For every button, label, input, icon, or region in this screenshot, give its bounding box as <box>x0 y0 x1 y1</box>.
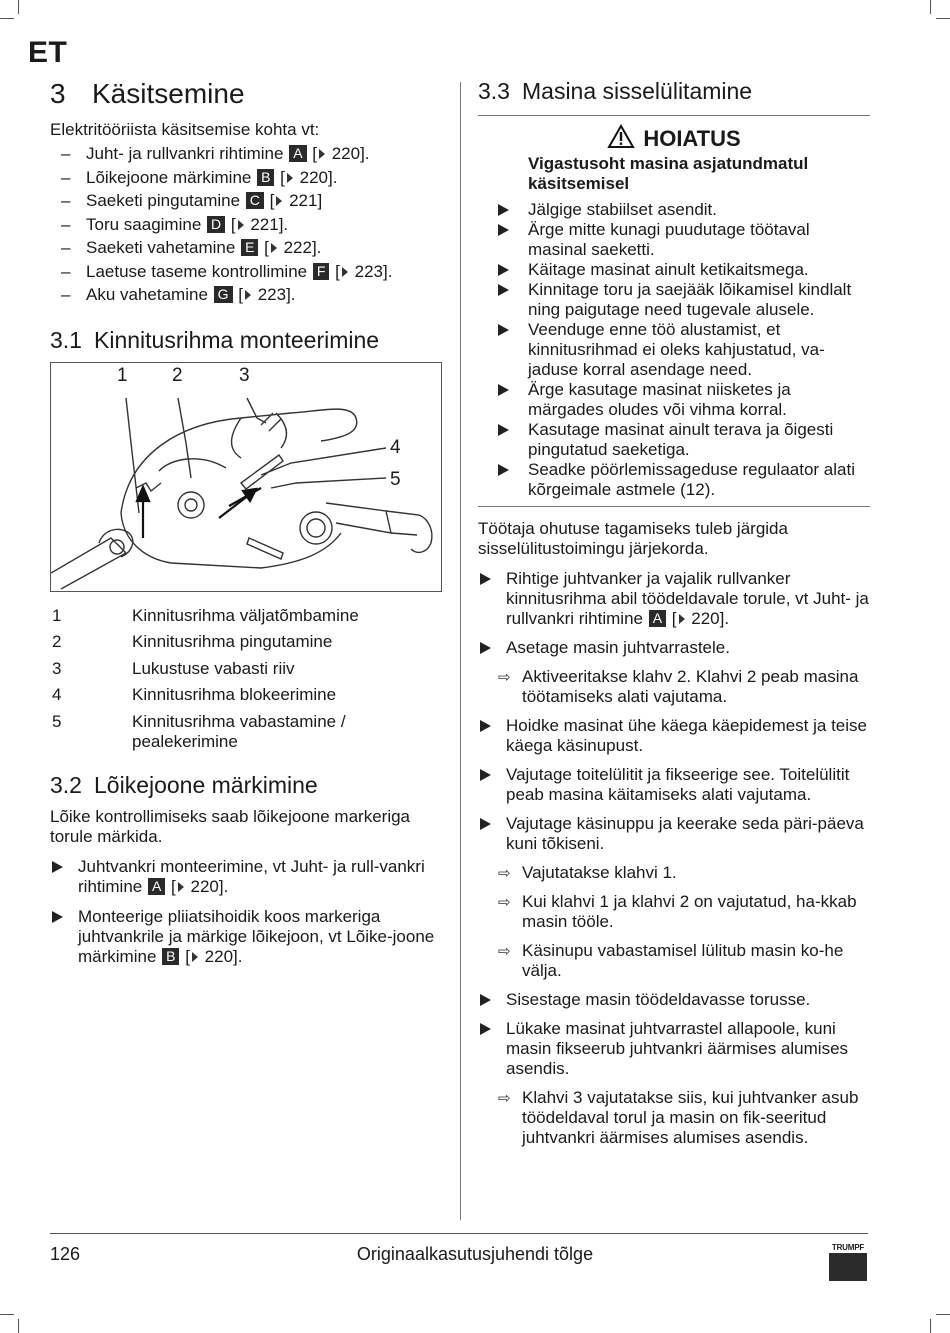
machine-illustration <box>51 363 441 591</box>
list-item: – Juht- ja rullvankri rihtimine A [ 220]. <box>61 144 370 163</box>
step-item: Hoidke masinat ühe käega käepidemest ja teise käega käsinupust. <box>478 716 870 756</box>
ref-arrow-icon <box>342 267 348 277</box>
step-item: Juhtvankri monteerimine, vt Juht- ja rull-vankri rihtimine A [ 220]. <box>50 857 442 897</box>
figure-key: A <box>649 610 666 627</box>
result-item: ⇨ Klahvi 3 vajutatakse siis, kui juhtvanker asub töödeldaval torul ja masin on fik-seeritud juhtvankri äärmises alumises asendis. <box>498 1088 859 1147</box>
step-item: Asetage masin juhtvarrastele. <box>478 638 870 658</box>
step-arrow-icon <box>498 424 509 436</box>
result-arrow-icon: ⇨ <box>498 865 511 882</box>
left-column <box>50 78 442 967</box>
step-arrow-icon <box>498 324 509 336</box>
legend-row: 2 Kinnitusrihma pingutamine <box>52 632 333 651</box>
figure-legend <box>50 606 442 752</box>
crop-mark <box>930 0 931 14</box>
figure-callout-5: 5 <box>390 468 401 490</box>
legend-row: 3 Lukustuse vabasti riiv <box>52 658 295 678</box>
warning-box <box>478 115 870 507</box>
warning-subtitle: Vigastusoht masina asjatundmatul käsitsemisel <box>528 154 809 193</box>
list-item: – Saeketi pingutamine C [ 221] <box>61 191 323 210</box>
step-item: Monteerige pliiatsihoidik koos markeriga juhtvankrile ja märkige lõikejoon, vt Lõike-joone märkimine B [ 220]. <box>50 907 442 967</box>
page-ref-link[interactable]: 220]. <box>299 167 338 187</box>
warning-item: Kinnitage toru ja saejääk lõikamisel kindlalt ning paigutage need tugevale alusele. <box>478 280 870 320</box>
page-ref-link[interactable]: 220]. <box>691 609 730 628</box>
legend-row: 5 Kinnitusrihma vabastamine / pealekerimine <box>52 711 346 751</box>
step-item: Lükake masinat juhtvarrastel allapoole, kuni masin fikseerub juhtvankri äärmises alumises asendis. <box>478 1019 870 1079</box>
brand-logo <box>829 1243 867 1281</box>
step-item: Sisestage masin töödeldavasse torusse. <box>478 990 870 1010</box>
page-ref-link[interactable]: 223]. <box>354 261 393 281</box>
result-item: ⇨ Aktiveeritakse klahv 2. Klahvi 2 peab masina töötamiseks alati vajutama. <box>498 667 859 706</box>
logo-text: TRUMPF <box>831 1243 865 1252</box>
page-ref-link[interactable]: 221]. <box>250 214 289 234</box>
figure-key: E <box>241 239 258 256</box>
list-item: – Aku vahetamine G [ 223]. <box>61 285 296 304</box>
figure-callout-1: 1 <box>117 364 128 386</box>
step-arrow-icon <box>480 642 491 654</box>
step-arrow-icon <box>52 861 63 873</box>
figure-key: A <box>148 878 165 895</box>
figure-key: B <box>162 948 179 965</box>
column-divider <box>460 82 461 1220</box>
step-item: Rihtige juhtvanker ja vajalik rullvanker kinnitusrihma abil töödeldavale torule, vt Juht- ja rullvankri rihtimine A [ 220]. <box>478 569 870 629</box>
result-arrow-icon: ⇨ <box>498 894 511 911</box>
figure-callout-2: 2 <box>172 364 183 386</box>
step-item: Vajutage käsinuppu ja keerake seda päri-päeva kuni tõkiseni. <box>478 814 870 854</box>
crop-mark <box>0 18 14 19</box>
language-code: ET <box>28 36 68 69</box>
step-arrow-icon <box>52 911 63 923</box>
step-arrow-icon <box>480 1023 491 1035</box>
ref-arrow-icon <box>192 952 198 962</box>
step-arrow-icon <box>498 204 509 216</box>
figure-key: D <box>207 216 225 233</box>
crop-mark <box>0 1314 14 1315</box>
step-arrow-icon <box>480 573 491 585</box>
section-3-intro: Elektritööriista käsitsemise kohta vt: <box>50 120 320 139</box>
step-arrow-icon <box>480 720 491 732</box>
logo-block <box>829 1253 867 1281</box>
warning-title: HOIATUS <box>478 124 870 152</box>
crop-mark <box>18 0 19 14</box>
warning-item: Ärge mitte kunagi puudutage töötaval masinal saeketti. <box>478 220 870 260</box>
result-item: ⇨ Käsinupu vabastamisel lülitub masin ko-he välja. <box>498 941 844 980</box>
crop-mark <box>936 1314 950 1315</box>
strap-mounting-figure <box>50 362 442 592</box>
section-3-2-heading: 3.2 Lõikejoone märkimine <box>50 771 318 798</box>
step-item: Vajutage toitelülitit ja fikseerige see. Toitelülitit peab masina käitamiseks alati vajutama. <box>478 765 870 805</box>
crop-mark <box>930 1319 931 1333</box>
figure-key: A <box>289 145 306 162</box>
page-ref-link[interactable]: 222]. <box>283 238 322 257</box>
figure-key: B <box>257 169 274 186</box>
warning-item: Veenduge enne töö alustamist, et kinnitusrihmad ei oleks kahjustatud, va-jaduse korral asendage need. <box>478 320 870 380</box>
page-ref-link[interactable]: 220]. <box>190 876 229 896</box>
section-3-3-heading: 3.3 Masina sisselülitamine <box>478 78 753 104</box>
page-number: 126 <box>50 1244 81 1264</box>
ref-arrow-icon <box>271 243 277 253</box>
warning-item: Seadke pöörlemissageduse regulaator alati kõrgeimale astmele (12). <box>478 460 870 500</box>
list-item: – Saeketi vahetamine E [ 222]. <box>61 238 322 257</box>
list-item: – Toru saagimine D [ 221]. <box>61 214 289 234</box>
step-arrow-icon <box>480 818 491 830</box>
result-item: ⇨ Vajutatakse klahvi 1. <box>498 863 677 882</box>
warning-item: Jälgige stabiilset asendit. <box>478 200 870 220</box>
figure-callout-3: 3 <box>239 364 250 386</box>
figure-key: G <box>214 286 233 303</box>
page-ref-link[interactable]: 223]. <box>257 285 296 304</box>
crop-mark <box>936 18 950 19</box>
section-3-1-heading: 3.1 Kinnitusrihma monteerimine <box>50 326 380 353</box>
ref-arrow-icon <box>319 149 325 159</box>
section-3-list <box>50 142 442 307</box>
ref-arrow-icon <box>238 220 244 230</box>
legend-row: 4 Kinnitusrihma blokeerimine <box>52 685 337 704</box>
right-column <box>478 78 870 1148</box>
step-arrow-icon <box>498 464 509 476</box>
ref-arrow-icon <box>287 173 293 183</box>
footer-divider <box>50 1233 868 1234</box>
step-arrow-icon <box>498 264 509 276</box>
ref-arrow-icon <box>245 290 251 300</box>
figure-callout-4: 4 <box>390 436 401 458</box>
result-arrow-icon: ⇨ <box>498 943 511 960</box>
result-arrow-icon: ⇨ <box>498 669 511 686</box>
warning-item: Kasutage masinat ainult terava ja õigesti pingutatud saeketiga. <box>478 420 870 460</box>
warning-item: Käitage masinat ainult ketikaitsmega. <box>478 260 870 280</box>
step-arrow-icon <box>498 284 509 296</box>
warning-triangle-icon <box>607 124 635 149</box>
page-ref-link[interactable]: 220]. <box>331 144 370 163</box>
step-arrow-icon <box>480 769 491 781</box>
page-ref-link[interactable]: 220]. <box>204 946 243 966</box>
list-item: – Laetuse taseme kontrollimine F [ 223]. <box>61 261 393 281</box>
step-arrow-icon <box>480 994 491 1006</box>
step-arrow-icon <box>498 384 509 396</box>
figure-key: C <box>246 192 264 209</box>
ref-arrow-icon <box>679 614 685 624</box>
ref-arrow-icon <box>178 882 184 892</box>
list-item: – Lõikejoone märkimine B [ 220]. <box>61 167 338 187</box>
section-3-heading: 3 Käsitsemine <box>50 78 245 109</box>
section-3-3-intro: Töötaja ohutuse tagamiseks tuleb järgida sisselülitustoimingu järjekorda. <box>478 519 788 558</box>
crop-mark <box>18 1319 19 1333</box>
result-item: ⇨ Kui klahvi 1 ja klahvi 2 on vajutatud, ha-kkab masin tööle. <box>498 892 857 931</box>
section-3-2-intro: Lõike kontrollimiseks saab lõikejoone markeriga torule märkida. <box>50 806 411 846</box>
warning-item: Ärge kasutage masinat niisketes ja märgades oludes või vihma korral. <box>478 380 870 420</box>
legend-row: 1 Kinnitusrihma väljatõmbamine <box>52 605 359 625</box>
figure-key: F <box>313 263 330 280</box>
result-arrow-icon: ⇨ <box>498 1090 511 1107</box>
page-ref-link[interactable]: 221] <box>289 191 323 210</box>
step-arrow-icon <box>498 224 509 236</box>
footer-title: Originaalkasutusjuhendi tõlge <box>356 1244 594 1264</box>
ref-arrow-icon <box>276 196 282 206</box>
